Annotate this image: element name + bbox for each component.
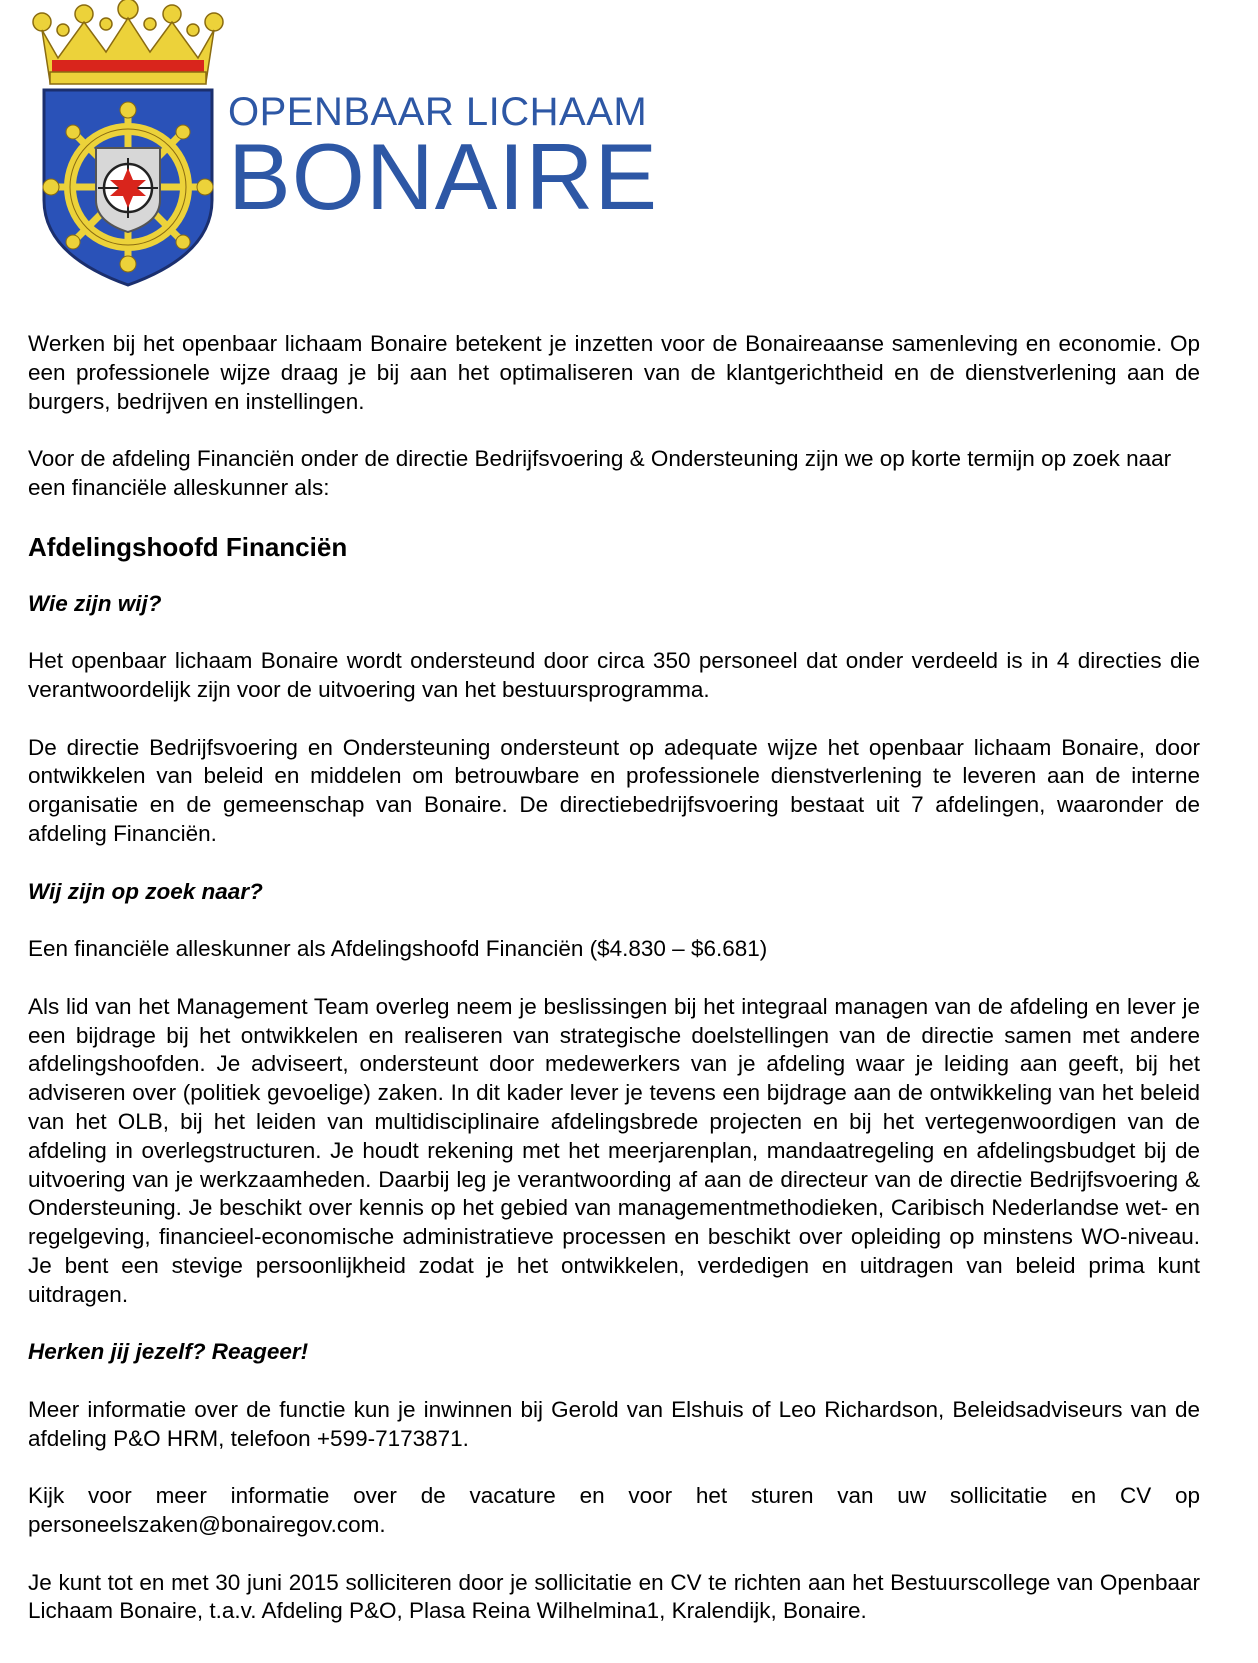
contact-paragraph: Meer informatie over de functie kun je inwinnen bij Gerold van Elshuis of Leo Richardson, Beleidsadviseurs van de afdeling P&O HRM, telefoon +599-7173871. <box>28 1396 1200 1451</box>
section-who-heading: Wie zijn wij? <box>28 590 162 616</box>
section-apply-heading: Herken jij jezelf? Reageer! <box>28 1339 309 1365</box>
section-search-heading: Wij zijn op zoek naar? <box>28 878 263 904</box>
section-who-paragraph-1: Het openbaar lichaam Bonaire wordt ondersteund door circa 350 personeel dat onder verdeeld is in 4 directies die verantwoordelijk zijn voor de uitvoering van het bestuursprogramma. <box>28 648 1200 702</box>
organization-logo <box>228 90 659 229</box>
vacancy-text <box>28 330 1200 1655</box>
salary-line: Een financiële alleskunner als Afdelingshoofd Financiën ($4.830 – $6.681) <box>28 936 768 962</box>
deadline-paragraph: Je kunt tot en met 30 juni 2015 solliciteren door je sollicitatie en CV te richten aan het Bestuurscollege van Openbaar Lichaam Bonaire, t.a.v. Afdeling P&O, Plasa Reina Wilhelmina1, Kralendijk, Bonaire. <box>28 1569 1200 1624</box>
section-search-paragraph: Als lid van het Management Team overleg neem je beslissingen bij het integraal managen van de afdeling en lever je een bijdrage bij het ontwikkelen en realiseren van strategische doelstellingen van de directie samen met andere afdelingshoofden. Je adviseert, ondersteunt door medewerkers van je afdeling waar je leiding aan geeft, bij het adviseren over (politiek gevoelige) zaken. In dit kader lever je tevens een bijdrage aan de ontwikkeling van het beleid van het OLB, bij het leiden van multidisciplinaire afdelingsbrede projecten en bij het vertegenwoordigen van de afdeling in overlegstructuren. Je houdt rekening met het meerjarenplan, mandaatregeling en afdelingsbudget bij de uitvoering van je werkzaamheden. Daarbij leg je verantwoording af aan de directeur van de directie Bedrijfsvoering & Ondersteuning. Je beschikt over kennis op het gebied van managementmethodieken, Caribisch Nederlandse wet- en regelgeving, financieel-economische administratieve processen en beschikt over opleiding op minstens WO-niveau. Je bent een stevige persoonlijkheid zodat je het ontwikkelen, verdedigen en uitdragen van beleid prima kunt uitdragen. <box>28 993 1200 1307</box>
logo-line-2: BONAIRE <box>228 124 659 229</box>
job-title: Afdelingshoofd Financiën <box>28 531 348 562</box>
intro-paragraph-2: Voor de afdeling Financiën onder de directie Bedrijfsvoering & Ondersteuning zijn we op korte termijn op zoek naar een financiële alleskunner als: <box>28 446 1172 500</box>
logo-line-1: OPENBAAR LICHAAM <box>228 90 648 134</box>
section-who-paragraph-2: De directie Bedrijfsvoering en Ondersteuning ondersteunt op adequate wijze het openbaar lichaam Bonaire, door ontwikkelen van beleid en middelen om betrouwbare en professionele dienstverlening te leveren aan de interne organisatie en de gemeenschap van Bonaire. De directiebedrijfsvoering bestaat uit 7 afdelingen, waaronder de afdeling Financiën. <box>28 734 1200 846</box>
intro-paragraph-1: Werken bij het openbaar lichaam Bonaire betekent je inzetten voor de Bonaireaanse samenleving en economie. Op een professionele wijze draag je bij aan het optimaliseren van de klantgerichtheid en de dienstverlening aan de burgers, bedrijven en instellingen. <box>28 331 1200 414</box>
email-paragraph: Kijk voor meer informatie over de vacature en voor het sturen van uw sollicitatie en CV op personeelszaken@bonairegov.com. <box>28 1483 1200 1538</box>
page-header <box>28 0 688 300</box>
bonaire-coat-of-arms-icon <box>28 0 228 298</box>
